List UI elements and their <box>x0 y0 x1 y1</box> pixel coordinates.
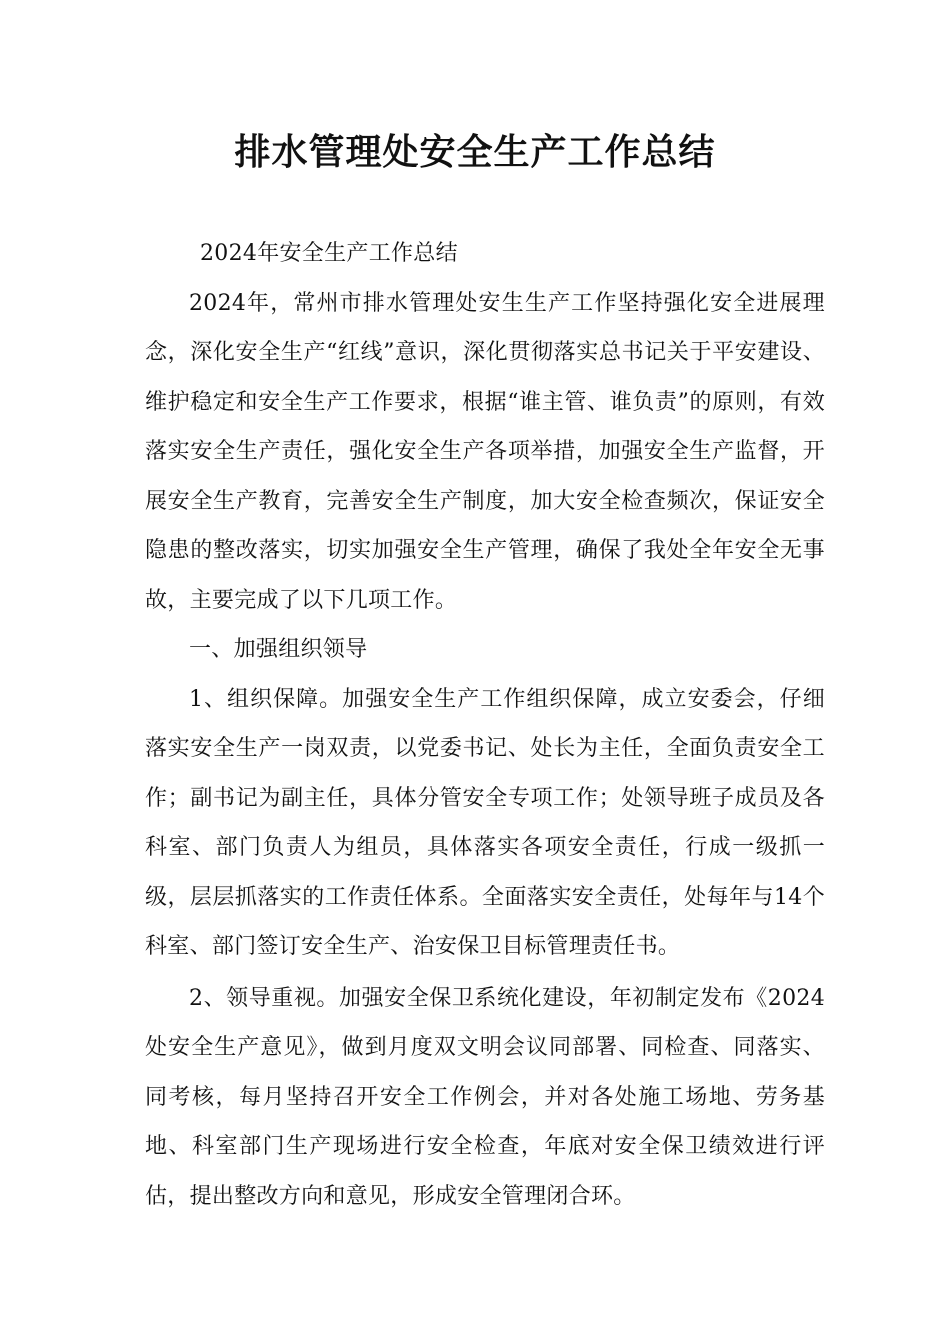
paragraph-intro: 2024年，常州市排水管理处安生生产工作坚持强化安全进展理念，深化安全生产“红线”意识，深化贯彻落实总书记关于平安建设、维护稳定和安全生产工作要求，根据“谁主管、谁负责”的原则，有效落实安全生产责任，强化安全生产各项举措，加强安全生产监督，开展安全生产教育，完善安全生产制度，加大安全检查频次，保证安全隐患的整改落实，切实加强安全生产管理，确保了我处全年安全无事故，主要完成了以下几项工作。 <box>145 290 825 613</box>
paragraph-leadership-attention: 2、领导重视。加强安全保卫系统化建设，年初制定发布《2024处安全生产意见》，做到月度双文明会议同部署、同检查、同落实、同考核，每月坚持召开安全工作例会，并对各处施工场地、劳务基地、科室部门生产现场进行安全检查，年底对安全保卫绩效进行评估，提出整改方向和意见，形成安全管理闭合环。 <box>145 985 825 1209</box>
document-body <box>145 229 825 1221</box>
document-subtitle: 2024年安全生产工作总结 <box>200 241 458 266</box>
section-heading-organization: 一、加强组织领导 <box>189 637 368 662</box>
document-title: 排水管理处安全生产工作总结 <box>234 132 716 173</box>
paragraph-organization-guarantee: 1、组织保障。加强安全生产工作组织保障，成立安委会，仔细落实安全生产一岗双责，以党委书记、处长为主任，全面负责安全工作；副书记为副主任，具体分管安全专项工作；处领导班子成员及各科室、部门负责人为组员，具体落实各项安全责任，行成一级抓一级，层层抓落实的工作责任体系。全面落实安全责任，处每年与14个科室、部门签订安全生产、治安保卫目标管理责任书。 <box>145 686 825 959</box>
